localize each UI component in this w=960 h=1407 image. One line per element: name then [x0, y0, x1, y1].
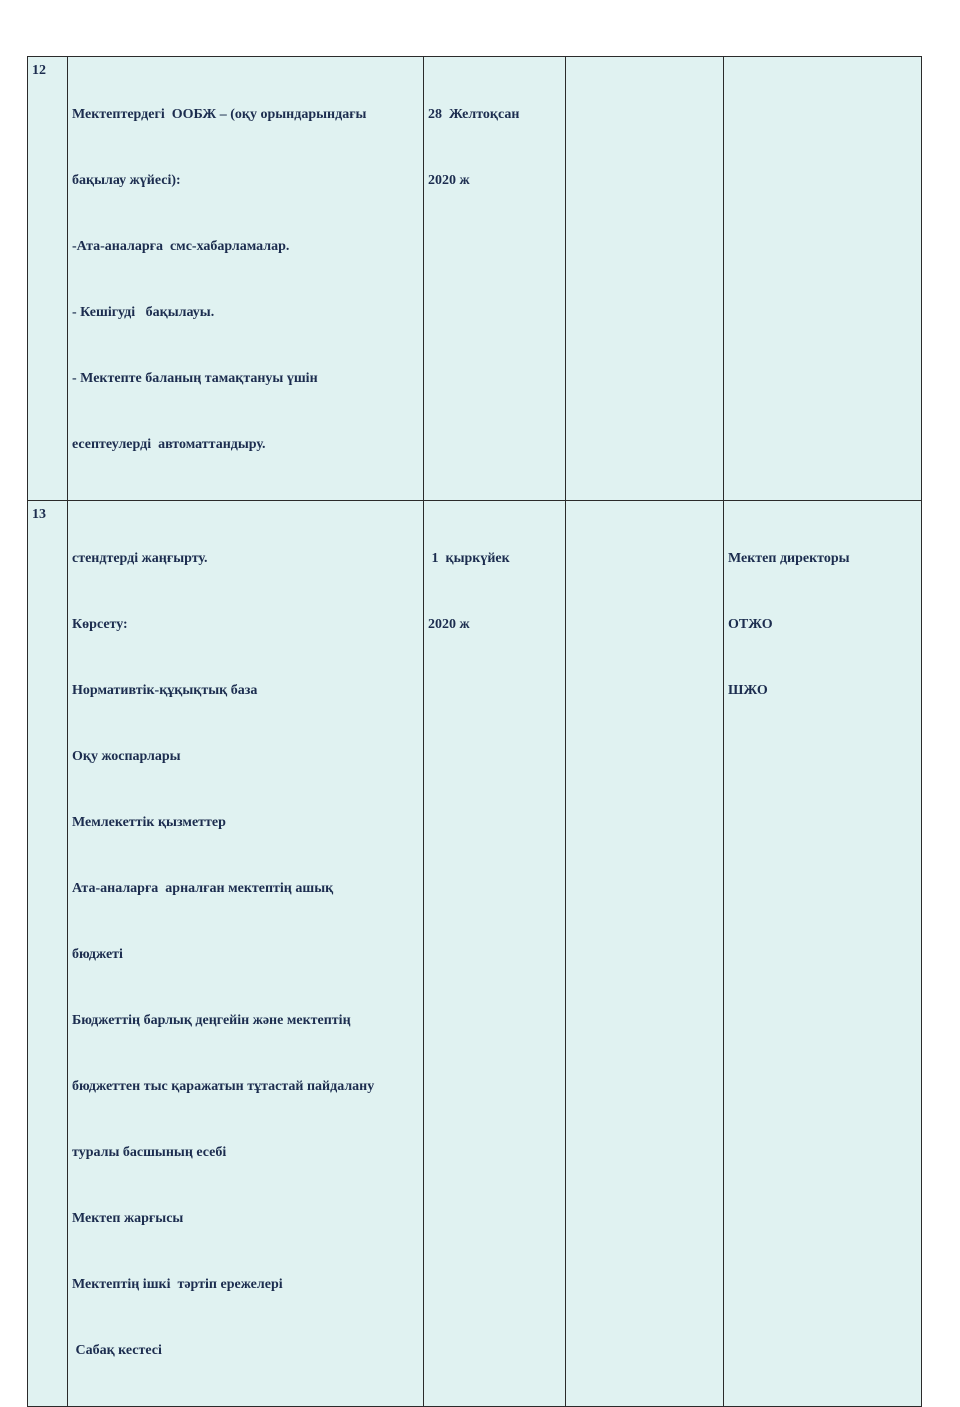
- task-line: - Кешігуді бақылауы.: [72, 305, 215, 320]
- task-line: Мектептің ішкі тәртіп ережелері: [72, 1277, 283, 1292]
- task-cell: [68, 57, 424, 501]
- task-line: Ата-аналарға арналған мектептің ашық: [72, 881, 334, 896]
- deadline-line: 1 қыркүйек: [428, 551, 510, 566]
- task-cell: [68, 501, 424, 1407]
- task-line: Мектептердегі ООБЖ – (оқу орындарындағы: [72, 107, 367, 122]
- result-cell: [566, 57, 724, 501]
- responsible-line: ШЖО: [728, 683, 768, 698]
- task-line: бюджеттен тыс қаражатын тұтастай пайдалану: [72, 1079, 375, 1094]
- deadline-cell: [424, 501, 566, 1407]
- result-cell: [566, 501, 724, 1407]
- table-row: [28, 501, 922, 1407]
- row-number-cell: 12: [28, 57, 68, 501]
- task-line: бюджеті: [72, 947, 123, 962]
- task-line: Мемлекеттік қызметтер: [72, 815, 226, 830]
- table-row: [28, 57, 922, 501]
- responsible-line: Мектеп директоры: [728, 551, 850, 566]
- task-line: -Ата-аналарға смс-хабарламалар.: [72, 239, 290, 254]
- task-line: есептеулерді автоматтандыру.: [72, 437, 266, 452]
- task-line: стендтерді жаңғырту.: [72, 551, 208, 566]
- deadline-line: 28 Желтоқсан: [428, 107, 520, 122]
- plan-table: [27, 56, 922, 1407]
- responsible-line: ОТЖО: [728, 617, 773, 632]
- deadline-line: 2020 ж: [428, 173, 470, 188]
- task-line: Оқу жоспарлары: [72, 749, 181, 764]
- task-line: Нормативтік-құқықтық база: [72, 683, 258, 698]
- task-line: - Мектепте баланың тамақтануы үшін: [72, 371, 318, 386]
- responsible-cell: [724, 57, 922, 501]
- deadline-cell: [424, 57, 566, 501]
- responsible-cell: [724, 501, 922, 1407]
- task-line: бақылау жүйесі):: [72, 173, 181, 188]
- deadline-line: 2020 ж: [428, 617, 470, 632]
- task-line: туралы басшының есебі: [72, 1145, 227, 1160]
- task-line: Бюджеттің барлық деңгейін және мектептің: [72, 1013, 351, 1028]
- task-line: Көрсету:: [72, 617, 128, 632]
- task-line: Сабақ кестесі: [72, 1343, 162, 1358]
- task-line: Мектеп жарғысы: [72, 1211, 184, 1226]
- row-number-cell: 13: [28, 501, 68, 1407]
